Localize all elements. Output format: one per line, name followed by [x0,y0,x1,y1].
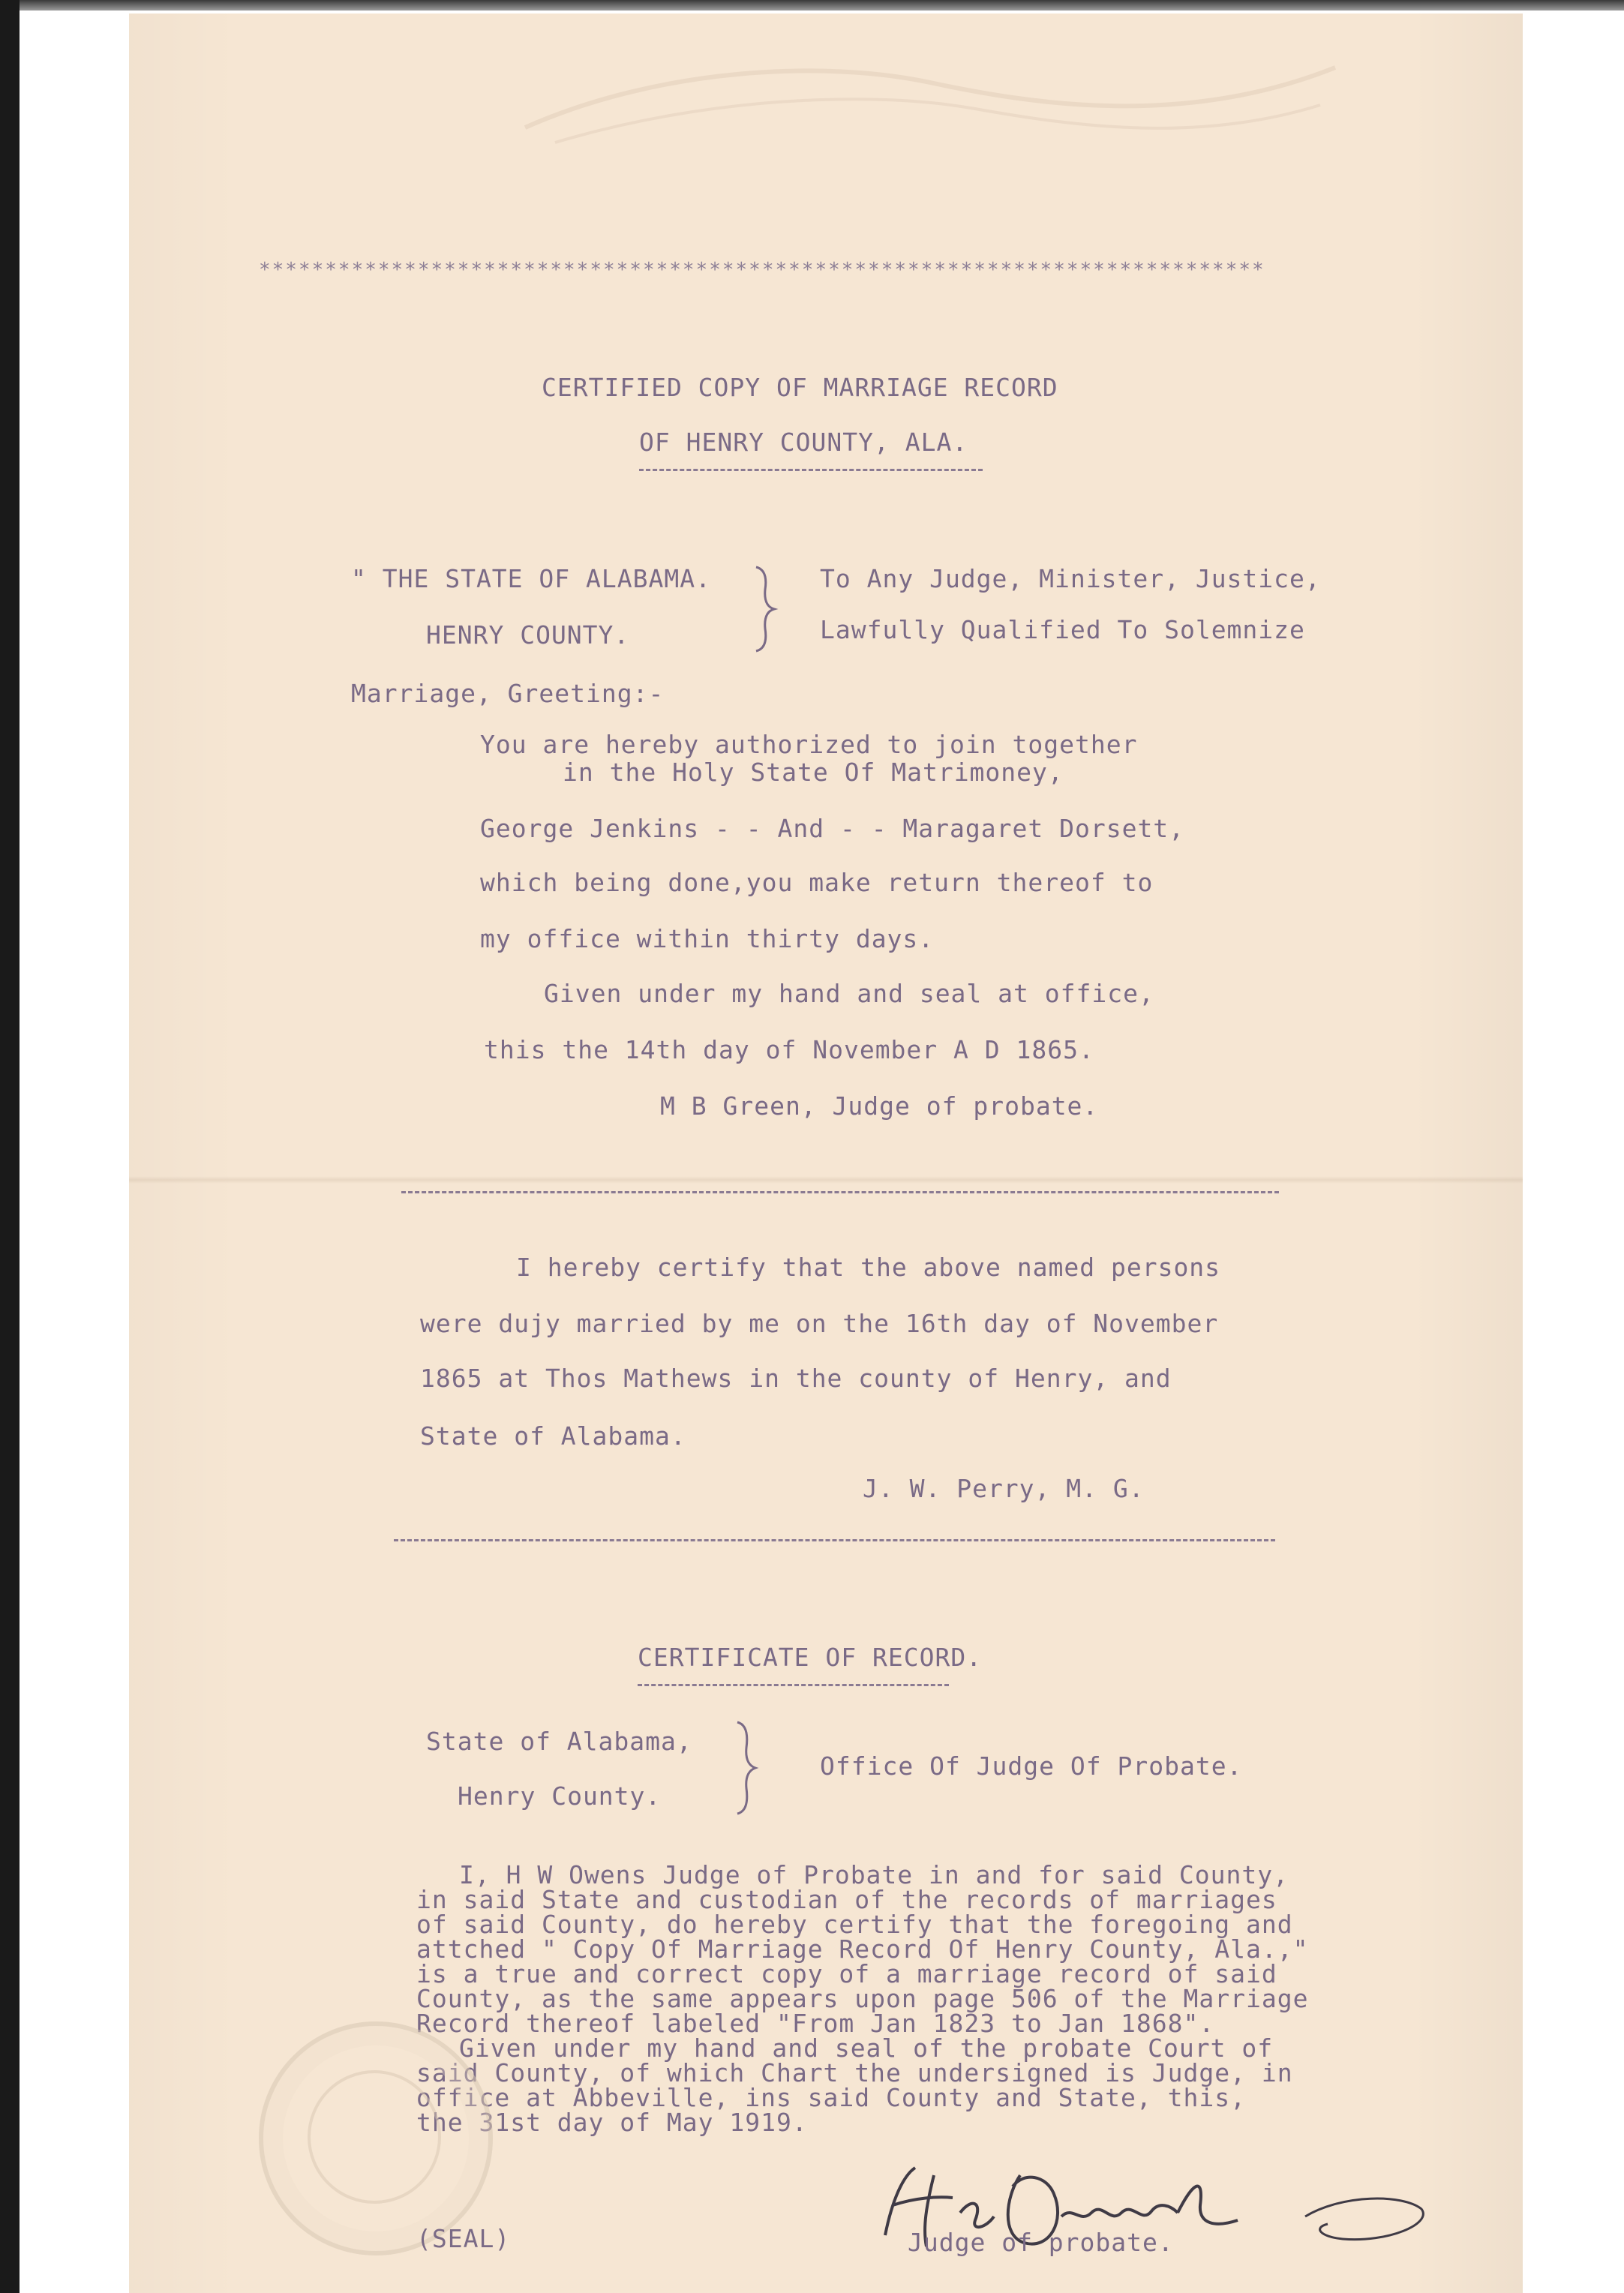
license-body-line1: You are hereby authorized to join together [480,730,1138,759]
scanner-left-edge [0,0,20,2293]
return-line1: I hereby certify that the above named persons [516,1253,1221,1282]
certificate-para-line3: of said County, do hereby certify that the foregoing and [416,1910,1293,1939]
license-brace [750,564,780,654]
section-divider-2 [394,1539,1275,1541]
certificate-para-line11: the 31st day of May 1919. [416,2108,808,2137]
signature-title: Judge of probate. [908,2228,1174,2257]
certificate-para-line8: Given under my hand and seal of the probate Court of [459,2033,1274,2063]
certificate-para-line5: is a true and correct copy of a marriage record of said [416,1959,1277,1988]
certificate-para-line2: in said State and custodian of the records of marriages [416,1885,1277,1914]
paper-fold [129,1176,1523,1184]
license-names-line: George Jenkins - - And - - Maragaret Dorsett, [480,814,1185,843]
certificate-heading-underline [638,1684,949,1686]
title-underline [639,469,983,471]
embossed-seal-inner-ring [308,2070,441,2204]
license-address-line1: To Any Judge, Minister, Justice, [820,564,1321,593]
section-divider-1 [401,1191,1279,1193]
certificate-brace [731,1719,761,1817]
certificate-county-line: Henry County. [458,1781,662,1811]
certificate-state-line: State of Alabama, [426,1727,692,1756]
document-title-line1: CERTIFIED COPY OF MARRIAGE RECORD [542,373,1058,402]
license-return-line2: my office within thirty days. [480,924,935,953]
certificate-para-line6: County, as the same appears upon page 506 of the Marriage [416,1984,1309,2013]
document-title-line2: OF HENRY COUNTY, ALA. [639,428,968,457]
license-state-line: " THE STATE OF ALABAMA. [351,564,711,593]
certificate-para-line10: office at Abbeville, ins said County and State, this, [416,2083,1246,2112]
certificate-para-line1: I, H W Owens Judge of Probate in and for said County, [459,1860,1289,1889]
license-address-line2: Lawfully Qualified To Solemnize [820,615,1305,644]
certificate-para-line9: said County, of which Chart the undersigned is Judge, in [416,2058,1293,2087]
certificate-para-line4: attched " Copy Of Marriage Record Of Henry County, Ala.," [416,1934,1309,1964]
license-signed: M B Green, Judge of probate. [660,1091,1099,1121]
return-line4: State of Alabama. [420,1421,686,1451]
certificate-office-line: Office Of Judge Of Probate. [820,1751,1243,1781]
license-return-line1: which being done,you make return thereof to [480,868,1154,897]
seal-label: (SEAL) [416,2224,511,2253]
return-line3: 1865 at Thos Mathews in the county of Henry, and [420,1364,1172,1393]
star-divider: **************************************************************************** [259,259,1265,281]
license-given-line1: Given under my hand and seal at office, [544,979,1154,1008]
certificate-heading: CERTIFICATE OF RECORD. [638,1643,983,1672]
return-line2: were dujy married by me on the 16th day of November [420,1309,1219,1338]
return-signed: J. W. Perry, M. G. [863,1474,1145,1503]
license-county-line: HENRY COUNTY. [426,620,630,650]
scanner-top-edge [0,0,1624,11]
certificate-para-line7: Record thereof labeled "From Jan 1823 to Jan 1868". [416,2009,1215,2038]
license-greeting: Marriage, Greeting:- [351,679,665,708]
license-body-line2: in the Holy State Of Matrimoney, [563,758,1064,787]
embossed-watermark [510,38,1350,158]
license-given-line2: this the 14th day of November A D 1865. [484,1035,1094,1064]
